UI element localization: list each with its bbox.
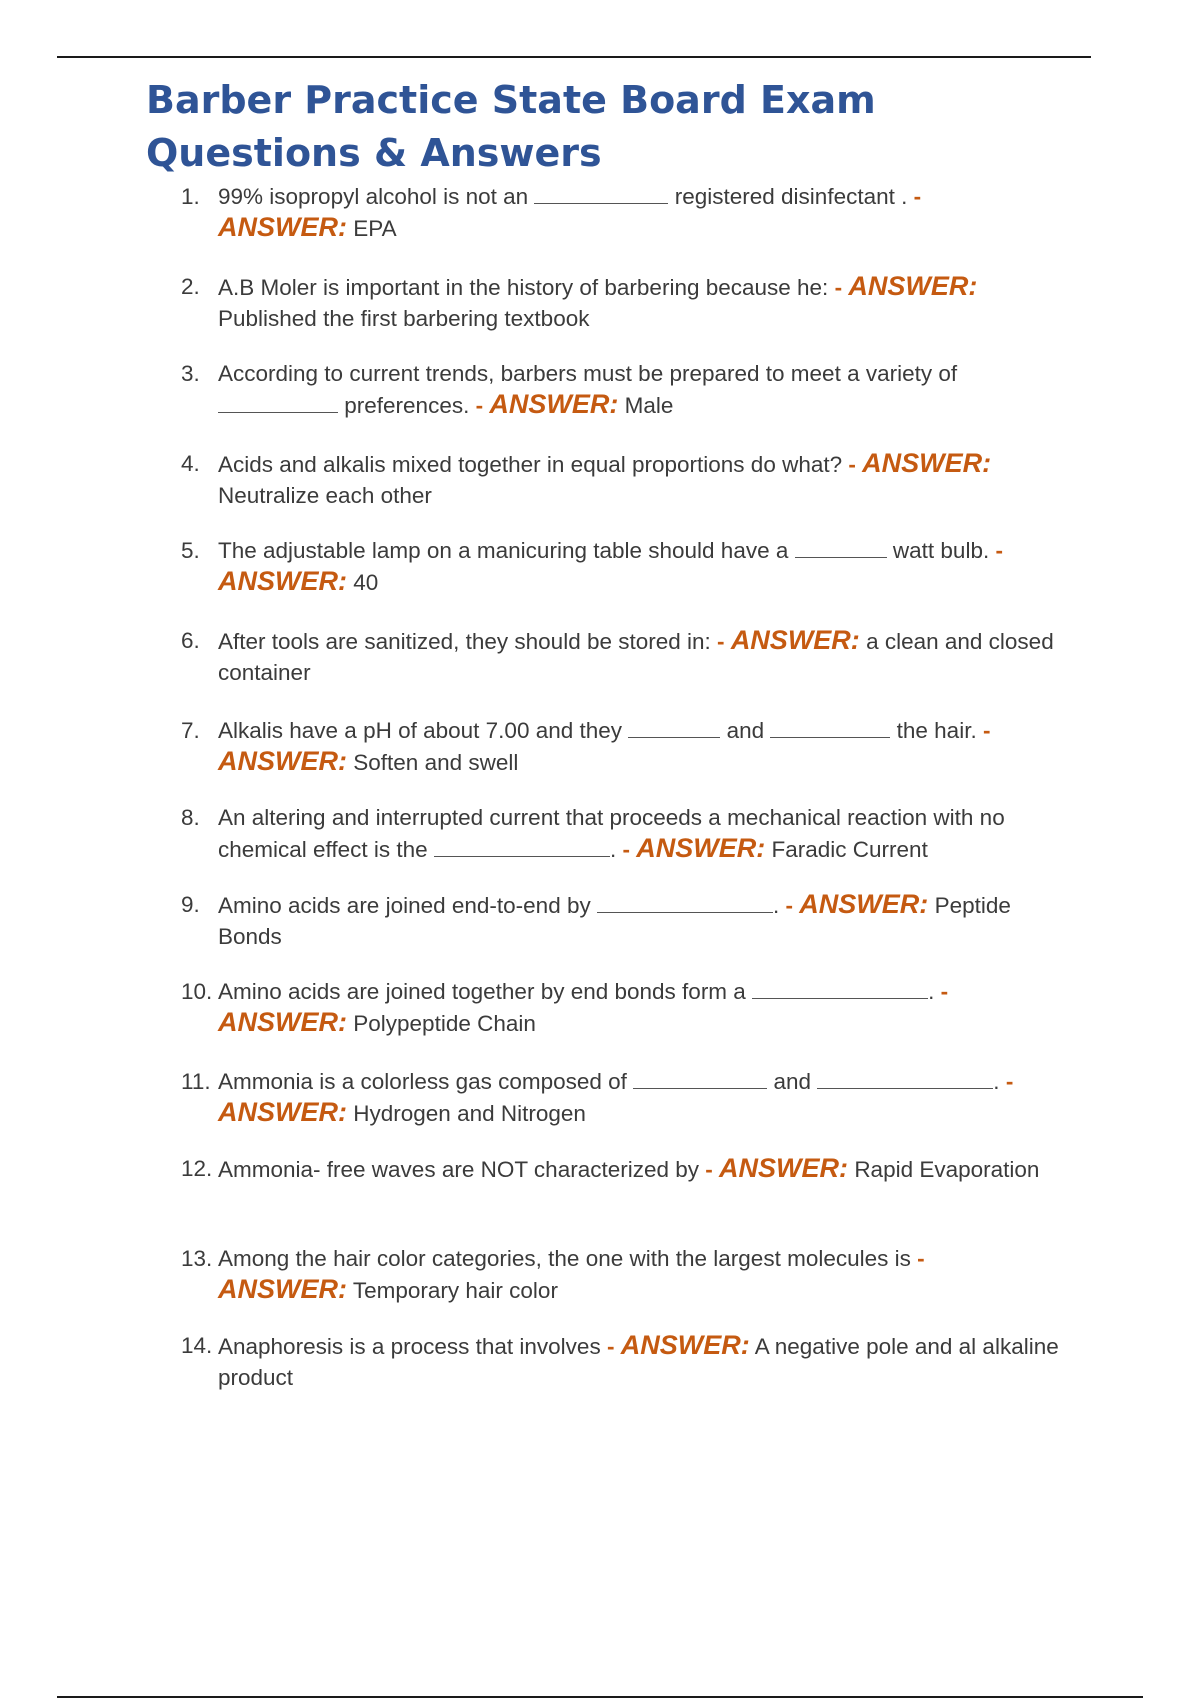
answer-dash: - (622, 837, 630, 862)
answer-text: Faradic Current (771, 837, 928, 862)
answer-dash: - (1005, 1069, 1014, 1094)
question-number: 4. (181, 451, 200, 476)
question-number: 8. (181, 805, 200, 830)
question-text: The adjustable lamp on a manicuring table should have a (218, 538, 789, 563)
question-number: 14. (181, 1333, 213, 1358)
answer-label: ANSWER: (218, 746, 347, 776)
question-number: 12. (181, 1156, 213, 1181)
answer-label: ANSWER: (218, 1274, 347, 1304)
question-text: 99% isopropyl alcohol is not an (218, 184, 529, 209)
question-item-3 (172, 358, 1072, 418)
answer-blank (817, 1070, 993, 1089)
answer-blank (770, 719, 890, 738)
question-text: According to current trends, barbers must be prepared to meet a variety of (218, 361, 958, 386)
question-text: and (726, 718, 765, 743)
answer-blank (218, 394, 338, 413)
question-text: and (773, 1069, 812, 1094)
question-item-7 (172, 715, 1072, 775)
question-text: preferences. (344, 393, 470, 418)
answer-dash: - (848, 452, 856, 477)
question-list (172, 181, 1072, 1390)
question-number: 6. (181, 628, 200, 653)
answer-blank (795, 539, 887, 558)
answer-dash: - (834, 275, 843, 300)
question-item-12 (172, 1153, 1072, 1213)
answer-text: Hydrogen and Nitrogen (353, 1101, 586, 1126)
answer-dash: - (717, 629, 725, 654)
answer-blank (633, 1070, 767, 1089)
answer-blank (434, 838, 610, 857)
answer-text: a clean and closed container (218, 629, 1054, 685)
question-item-2 (172, 271, 1072, 331)
question-text: registered disinfectant . (674, 184, 908, 209)
answer-dash: - (995, 538, 1003, 563)
answer-label: ANSWER: (218, 1007, 347, 1037)
answer-text: Male (624, 393, 674, 418)
question-text: . (773, 893, 780, 918)
question-number: 13. (181, 1246, 213, 1271)
question-text: After tools are sanitized, they should be stored in: (218, 629, 711, 654)
answer-text: EPA (353, 216, 397, 241)
answer-text: A negative pole and al alkaline product (218, 1334, 1059, 1390)
question-text: . (993, 1069, 1000, 1094)
question-text: Acids and alkalis mixed together in equal proportions do what? (218, 452, 843, 477)
question-number: 10. (181, 979, 213, 1004)
answer-dash: - (606, 1334, 615, 1359)
answer-label: ANSWER: (848, 271, 978, 301)
answer-dash: - (940, 979, 949, 1004)
question-text: An altering and interrupted current that proceeds a mechanical reaction with no chemical effect is the (218, 805, 1005, 862)
answer-text: Temporary hair color (352, 1278, 558, 1303)
question-number: 5. (181, 538, 200, 563)
question-item-1 (172, 181, 1072, 241)
answer-dash: - (913, 184, 922, 209)
answer-text: Neutralize each other (218, 483, 432, 508)
question-text: Ammonia- free waves are NOT characterized by (218, 1157, 700, 1182)
question-number: 1. (181, 184, 200, 209)
question-text: watt bulb. (892, 538, 990, 563)
question-item-11 (172, 1066, 1072, 1126)
answer-label: ANSWER: (719, 1153, 849, 1183)
answer-label: ANSWER: (620, 1330, 750, 1360)
question-number: 7. (181, 718, 200, 743)
question-text: the hair. (896, 718, 977, 743)
question-text: Anaphoresis is a process that involves (218, 1334, 601, 1359)
answer-dash: - (917, 1246, 925, 1271)
question-item-9 (172, 889, 1072, 949)
answer-label: ANSWER: (218, 566, 347, 596)
answer-label: ANSWER: (218, 1097, 347, 1127)
question-item-5 (172, 535, 1072, 595)
question-number: 3. (181, 361, 200, 386)
question-text: A.B Moler is important in the history of barbering because he: (218, 275, 829, 300)
answer-text: Rapid Evaporation (854, 1157, 1040, 1182)
question-text: Ammonia is a colorless gas composed of (218, 1069, 627, 1094)
answer-text: 40 (353, 570, 379, 595)
question-text: . (609, 837, 617, 862)
question-item-8 (172, 802, 1072, 862)
answer-label: ANSWER: (489, 389, 619, 419)
question-number: 2. (181, 274, 200, 299)
question-text: Amino acids are joined together by end bonds form a (218, 979, 746, 1004)
question-text: Alkalis have a pH of about 7.00 and they (218, 718, 623, 743)
answer-blank (752, 980, 928, 999)
question-item-13 (172, 1243, 1072, 1303)
question-item-4 (172, 448, 1072, 508)
top-rule (57, 56, 1091, 58)
answer-dash: - (982, 718, 991, 743)
answer-text: Peptide Bonds (218, 893, 1011, 949)
question-number: 11. (181, 1069, 211, 1094)
bottom-rule (57, 1696, 1143, 1698)
answer-dash: - (705, 1157, 713, 1182)
answer-label: ANSWER: (862, 448, 992, 478)
answer-dash: - (475, 393, 484, 418)
question-item-14 (172, 1330, 1072, 1390)
answer-label: ANSWER: (218, 212, 347, 242)
question-number: 9. (181, 892, 200, 917)
answer-blank (534, 185, 668, 204)
question-text: Among the hair color categories, the one with the largest molecules is (218, 1246, 911, 1271)
answer-blank (628, 719, 720, 738)
answer-text: Published the first barbering textbook (218, 306, 590, 331)
question-text: . (928, 979, 935, 1004)
answer-dash: - (785, 893, 794, 918)
question-item-10 (172, 976, 1072, 1036)
answer-label: ANSWER: (799, 889, 929, 919)
answer-text: Soften and swell (353, 750, 519, 775)
answer-text: Polypeptide Chain (353, 1011, 536, 1036)
question-text: Amino acids are joined end-to-end by (218, 893, 591, 918)
answer-blank (597, 894, 773, 913)
answer-label: ANSWER: (636, 833, 766, 863)
answer-label: ANSWER: (730, 625, 860, 655)
question-item-6 (172, 625, 1072, 685)
page-title: Barber Practice State Board Exam Questions & Answers (146, 78, 876, 175)
